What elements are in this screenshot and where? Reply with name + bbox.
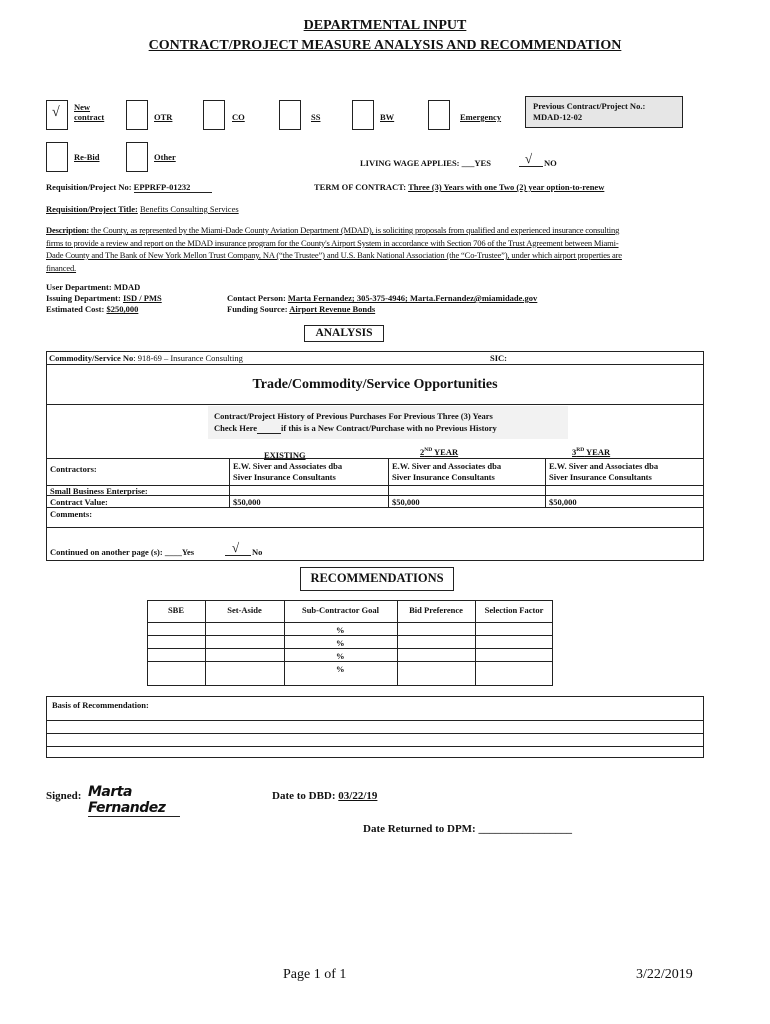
co-checkbox[interactable] — [203, 100, 225, 130]
co-label: CO — [232, 112, 245, 122]
new-contract-label-1: New — [74, 102, 91, 112]
contractor-existing — [233, 461, 342, 483]
requisition-title — [46, 204, 239, 214]
col-3rd-year — [572, 447, 610, 457]
otr-label: OTR — [154, 112, 173, 122]
col-setaside: Set-Aside — [227, 605, 262, 615]
trade-heading: Trade/Commodity/Service Opportunities — [252, 377, 498, 392]
col-3rd-word: YEAR — [586, 447, 611, 457]
value-2nd: $50,000 — [392, 497, 420, 507]
contractor-3rd-line-2: Siver Insurance Consultants — [549, 472, 652, 482]
living-wage-no-label: NO — [544, 158, 557, 168]
requisition-no-value: EPPRFP-01232 — [134, 182, 212, 193]
col-2nd-num: 2 — [420, 447, 425, 457]
contractor-2nd-line-1: E.W. Siver and Associates dba — [392, 461, 502, 471]
estimated-cost-value: $250,000 — [106, 304, 139, 314]
signature: Marta Fernandez — [88, 784, 180, 817]
commodity-service — [49, 353, 243, 363]
user-department: User Department: MDAD — [46, 282, 141, 292]
recommendations-heading: RECOMMENDATIONS — [300, 567, 454, 591]
footer-date: 3/22/2019 — [636, 967, 693, 982]
date-returned — [363, 823, 572, 835]
funding-label: Funding Source: — [227, 304, 288, 314]
bw-label: BW — [380, 112, 395, 122]
signed-label: Signed: — [46, 790, 82, 802]
page-title: DEPARTMENTAL INPUT — [303, 18, 467, 33]
contract-value-label: Contract Value: — [50, 497, 108, 507]
description — [46, 224, 722, 274]
contractor-2nd-line-2: Siver Insurance Consultants — [392, 472, 495, 482]
living-wage-label: LIVING WAGE APPLIES: ___YES — [360, 158, 491, 168]
subcontractor-percent-4: % — [336, 664, 345, 674]
value-existing: $50,000 — [233, 497, 261, 507]
otr-checkbox[interactable] — [126, 100, 148, 130]
sbe-label: Small Business Enterprise: — [50, 486, 148, 496]
previous-contract-value: MDAD-12-02 — [533, 112, 583, 122]
estimated-cost-label: Estimated Cost: — [46, 304, 105, 314]
comments-label: Comments: — [50, 509, 93, 519]
description-line-1: the County, as represented by the Miami-Dade County Aviation Department (MDAD), is soliciting proposals from qualified and experienced insurance consulting — [91, 225, 620, 235]
col-subcontractor-goal: Sub-Contractor Goal — [301, 605, 380, 615]
col-2nd-word: YEAR — [434, 447, 459, 457]
contractor-3rd — [549, 461, 658, 483]
contractor-2nd — [392, 461, 501, 483]
contractors-label: Contractors: — [50, 464, 97, 474]
date-to-dbd — [272, 790, 377, 802]
sic-label: SIC: — [490, 353, 508, 363]
commodity-value: : 918-69 – Insurance Consulting — [133, 353, 243, 363]
bw-checkbox[interactable] — [352, 100, 374, 130]
rebid-checkbox[interactable] — [46, 142, 68, 172]
col-existing: EXISTING — [264, 450, 306, 460]
contact-label: Contact Person: — [227, 293, 286, 303]
rebid-label: Re-Bid — [74, 152, 100, 162]
contractor-existing-line-2: Siver Insurance Consultants — [233, 472, 336, 482]
history-check-here: Check Here — [214, 423, 258, 433]
history-line-2 — [214, 423, 497, 434]
page-number: Page 1 of 1 — [283, 967, 347, 982]
subcontractor-percent-3: % — [336, 651, 345, 661]
requisition-title-value: Benefits Consulting Services — [139, 204, 239, 214]
description-line-2: firms to provide a review and report on the MDAD insurance program for the County's Airport System in accordance with Section 706 of the Trust Agreement between Miami- — [46, 237, 619, 248]
continued-label: Continued on another page (s): ____Yes — [50, 547, 195, 557]
date-to-dbd-label: Date to DBD: — [272, 790, 336, 802]
col-3rd-sup: RD — [576, 447, 585, 454]
col-selection-factor: Selection Factor — [484, 605, 544, 615]
description-line-3: Dade County and The Bank of New York Mellon Trust Company, NA (“the Trustee”) and U.S. Bank National Association (the “Co-Trustee”), under which airport properties are — [46, 250, 622, 260]
value-3rd: $50,000 — [549, 497, 577, 507]
analysis-heading: ANALYSIS — [304, 325, 384, 342]
col-3rd-num: 3 — [572, 447, 577, 457]
subcontractor-percent-2: % — [336, 638, 345, 648]
subcontractor-percent-1: % — [336, 625, 345, 635]
new-contract-check-mark: √ — [52, 105, 60, 120]
requisition-no — [46, 182, 212, 193]
contractor-existing-line-1: E.W. Siver and Associates dba — [233, 461, 343, 471]
term-value: Three (3) Years with one Two (2) year option-to-renew — [408, 182, 605, 192]
department-info — [46, 282, 162, 315]
other-label: Other — [154, 152, 176, 162]
commodity-label: Commodity/Service No — [49, 353, 134, 363]
ss-label: SS — [311, 112, 321, 122]
contractor-3rd-line-1: E.W. Siver and Associates dba — [549, 461, 659, 471]
previous-contract-box — [525, 96, 683, 128]
continued-no-mark: √ — [232, 540, 240, 555]
col-2nd-year — [420, 447, 458, 457]
living-wage-no-mark: √ — [525, 151, 533, 166]
description-label: Description: — [46, 225, 90, 235]
ss-checkbox[interactable] — [279, 100, 301, 130]
term-label: TERM OF CONTRACT: — [314, 182, 407, 192]
issuing-dept-label: Issuing Department: — [46, 293, 121, 303]
contact-info — [227, 293, 537, 315]
previous-contract-label: Previous Contract/Project No.: — [533, 101, 646, 111]
date-returned-label: Date Returned to DPM: — [363, 823, 476, 835]
history-line-1: Contract/Project History of Previous Purchases For Previous Three (3) Years — [214, 411, 493, 421]
col-bid-preference: Bid Preference — [409, 605, 463, 615]
col-sbe: SBE — [167, 605, 185, 615]
emergency-label: Emergency — [460, 112, 502, 122]
new-contract-label-2: contract — [74, 112, 105, 122]
date-to-dbd-value: 03/22/19 — [338, 790, 378, 802]
basis-label: Basis of Recommendation: — [52, 700, 149, 710]
col-2nd-sup: ND — [424, 447, 433, 454]
requisition-no-label: Requisition/Project No: — [46, 182, 132, 192]
term-of-contract — [314, 182, 604, 192]
emergency-checkbox[interactable] — [428, 100, 450, 130]
page-subtitle: CONTRACT/PROJECT MEASURE ANALYSIS AND RECOMMENDATION — [148, 38, 622, 53]
description-line-4: financed. — [46, 262, 77, 273]
contact-value: Marta Fernandez; 305-375-4946; Marta.Fernandez@miamidade.gov — [287, 293, 538, 303]
issuing-dept-value: ISD / PMS — [122, 293, 162, 303]
date-returned-value: _________________ — [478, 823, 572, 835]
history-check-blank[interactable] — [257, 423, 281, 434]
history-line-2-rest: if this is a New Contract/Purchase with no Previous History — [281, 423, 497, 433]
funding-value: Airport Revenue Bonds — [289, 304, 376, 314]
requisition-title-label: Requisition/Project Title: — [46, 204, 138, 214]
other-checkbox[interactable] — [126, 142, 148, 172]
continued-no-label: No — [252, 547, 263, 557]
